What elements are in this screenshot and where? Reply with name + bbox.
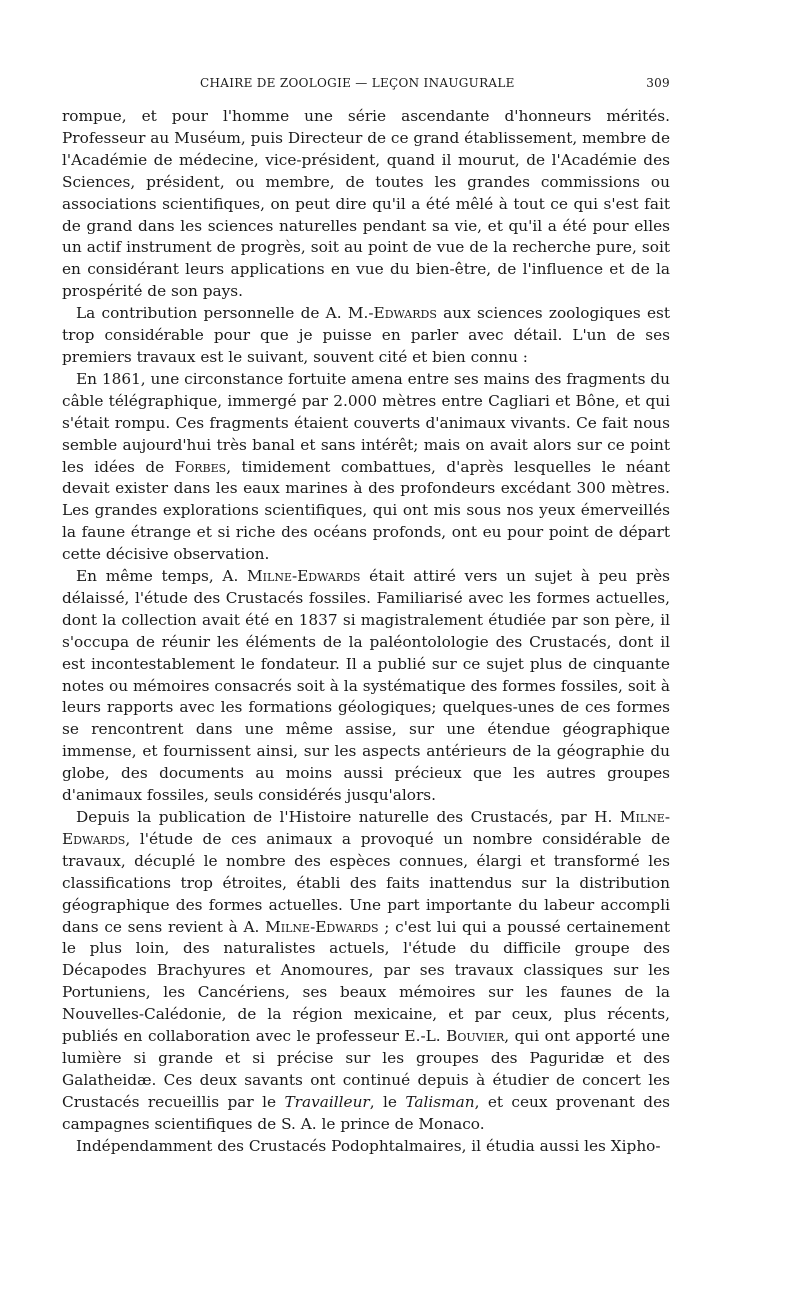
author-name: Forbes <box>174 457 227 476</box>
author-name: Milne-Edwards <box>265 917 379 936</box>
text-run: La contribution personnelle de A. M.- <box>76 304 374 323</box>
ship-name: Travailleur <box>284 1092 370 1111</box>
text-run: , et ceux provenant des campagnes scientifiques de S. A. le prince de Monaco. <box>62 1092 670 1133</box>
paragraph <box>62 566 670 807</box>
text-run: Depuis la publication de l'Histoire naturelle des Crustacés, par H. <box>76 808 620 826</box>
author-name: Edwards <box>373 304 437 323</box>
author-name: Milne-Edwards <box>62 808 670 848</box>
text-run: était attiré vers un sujet à peu près délaissé, l'étude des Crustacés fossiles. Familiarisé avec les formes actuelles, dont la collection avait été en 1837 si magistralement étudiée par son père, il s'occupa de réunir les éléments de la paléontolologie des Crustacés, dont il est incontestablement le fondateur. Il a publié sur ce sujet plus de cinquante notes ou mémoires consacrés soit à la systématique des formes fossiles, soit à leurs rapports avec les formations géologiques; quelques-unes de ces formes se rencontrent dans une même assise, sur une étendue géographique immense, et fournissent ainsi, sur les aspects antérieurs de la géographie du globe, des documents au moins aussi précieux que les autres groupes d'animaux fossiles, seuls considérés jusqu'alors. <box>62 567 671 805</box>
paragraph <box>62 106 670 303</box>
text-run: Indépendamment des Crustacés Podophtalmaires, il étudia aussi les Xipho- <box>76 1136 661 1155</box>
page-number: 309 <box>646 76 670 90</box>
paragraph <box>62 807 670 1136</box>
author-name: Milne-Edwards <box>247 567 361 586</box>
ship-name: Talisman <box>405 1092 475 1111</box>
text-run: ; c'est lui qui a poussé certainement le plus loin, des naturalistes actuels, l'étude du difficile groupe des Décapodes Brachyures et Anomoures, par ses travaux classiques sur les Portuniens, les Cancériens, ses beaux mémoires sur les faunes de la Nouvelles-Calédonie, de la région mexicaine, et par ceux, plus récents, publiés en collaboration avec le professeur E.-L. <box>62 917 670 1046</box>
page-header <box>62 76 670 96</box>
text-run: En 1861, une circonstance fortuite amena entre ses mains des fragments du câble télégraphique, immergé par 2.000 mètres entre Cagliari et Bône, et qui s'était rompu. Ces fragments étaient couverts d'animaux vivants. Ce fait nous semble aujourd'hui très banal et sans intérêt; mais on avait alors sur ce point les idées de <box>62 369 670 476</box>
text-run: , le <box>369 1092 406 1111</box>
text-run: rompue, et pour l'homme une série ascendante d'honneurs mérités. Professeur au Muséum, puis Directeur de ce grand établissement, membre de l'Académie de médecine, vice-président, quand il mourut, de l'Académie des Sciences, président, ou membre, de toutes les grandes commissions ou associations scientifiques, on peut dire qu'il a été mêlé à tout ce qui s'est fait de grand dans les sciences naturelles pendant sa vie, et qu'il a été pour elles un actif instrument de progrès, soit au point de vue de la recherche pure, soit en considérant leurs applications en vue du bien-être, de l'influence et de la prospérité de son pays. <box>62 107 670 301</box>
text-run: , timidement combattues, d'après lesquelles le néant devait exister dans les eaux marines à des profondeurs excédant 300 mètres. Les grandes explorations scientifiques, qui ont mis sous nos yeux émerveillés la faune étrange et si riche des océans profonds, ont eu pour point de départ cette décisive observation. <box>62 457 670 564</box>
body-text <box>62 106 670 1158</box>
text-run: aux sciences zoologiques est trop considérable pour que je puisse en parler avec détail. L'un de ses premiers travaux est le suivant, souvent cité et bien connu : <box>62 304 671 366</box>
text-run: , qui ont apporté une lumière si grande et si précise sur les groupes des Paguridæ et des Galatheidæ. Ces deux savants ont continué depuis à étudier de concert les Crustacés recueillis par le <box>62 1027 670 1111</box>
paragraph <box>62 369 670 566</box>
paragraph <box>62 1136 670 1158</box>
author-name: Bouvier <box>446 1027 505 1046</box>
text-run: , l'étude de ces animaux a provoqué un nombre considérable de travaux, décuplé le nombre des espèces connues, élargi et transformé les classifications trop étroites, établi des faits inattendus sur la distribution géographique des formes actuelles. Une part importante du labeur accompli dans ce sens revient à A. <box>62 829 670 936</box>
paragraph <box>62 303 670 369</box>
running-title: CHAIRE DE ZOOLOGIE — LEÇON INAUGURALE <box>200 76 515 90</box>
text-run: En même temps, A. <box>76 567 247 586</box>
